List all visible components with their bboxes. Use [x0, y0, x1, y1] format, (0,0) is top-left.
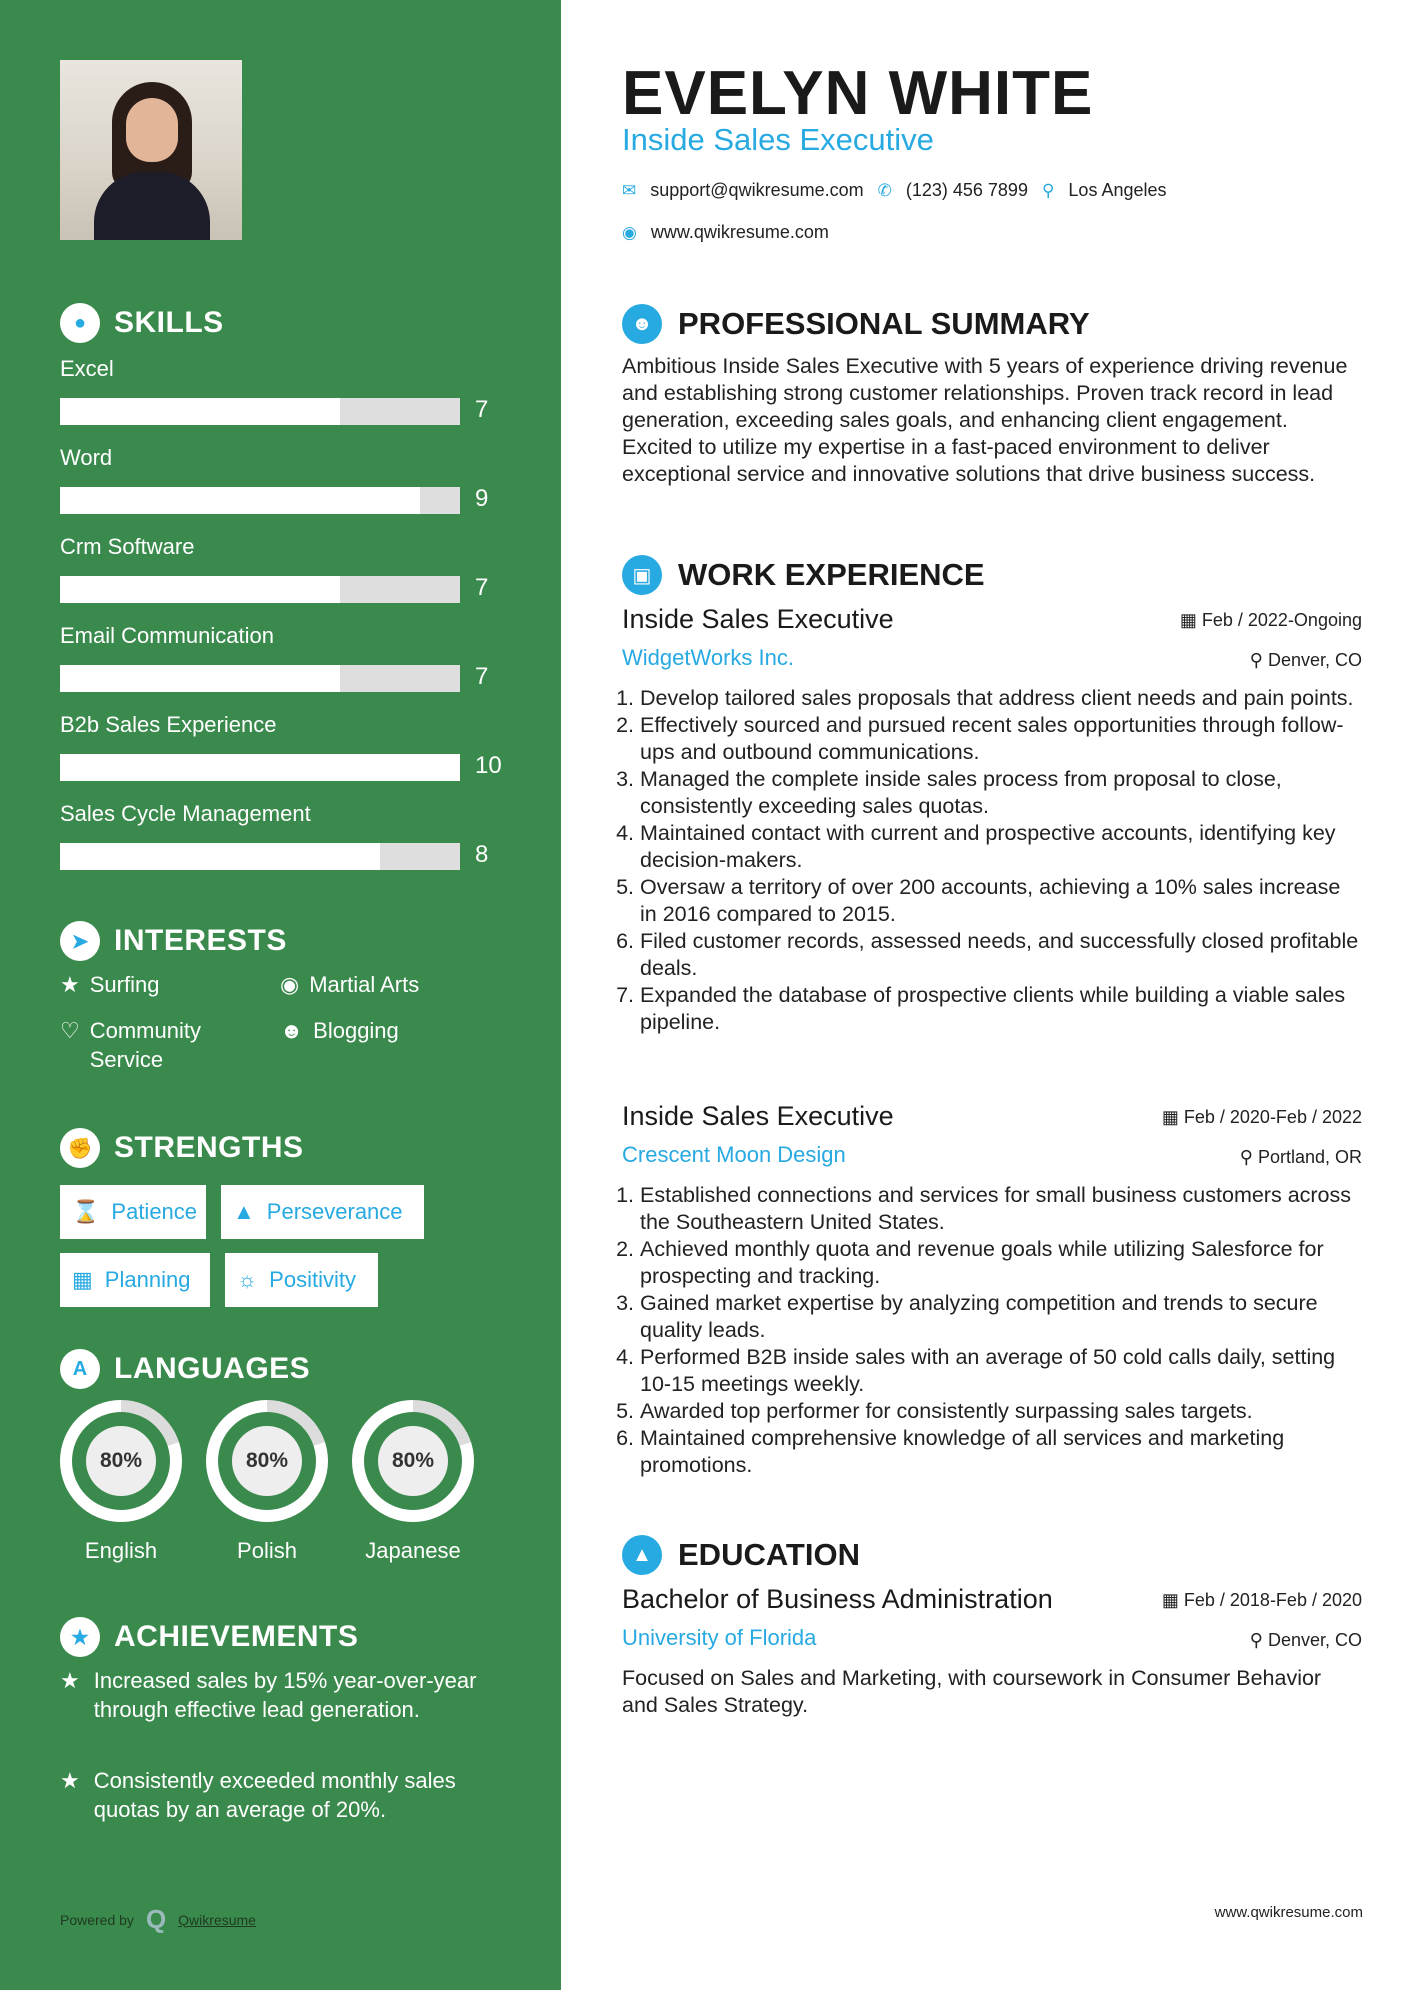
star-icon: ★ — [60, 1768, 80, 1793]
contact-row — [622, 180, 1167, 201]
job-title: Inside Sales Executive — [622, 1101, 894, 1131]
website-row — [622, 222, 829, 243]
candidate-role: Inside Sales Executive — [622, 122, 934, 157]
skill-bar-fill — [60, 843, 380, 870]
skill-bar — [60, 576, 460, 603]
skill-item — [60, 801, 500, 868]
calendar-icon: ▦ — [1161, 1590, 1184, 1610]
job-bullet: 3. Managed the complete inside sales process from proposal to close, consistently exceeding sales quotas. — [640, 766, 1362, 820]
language-item — [352, 1400, 474, 1564]
summary-heading: ☻ PROFESSIONAL SUMMARY — [622, 304, 1090, 344]
language-percent: 80% — [86, 1426, 156, 1496]
job-bullet: 2. Achieved monthly quota and revenue goals while utilizing Salesforce for prospecting and tracking. — [640, 1236, 1362, 1290]
envelope-icon: ✉ — [622, 180, 637, 200]
company-name: Crescent Moon Design — [622, 1142, 846, 1167]
education-description: Focused on Sales and Marketing, with coursework in Consumer Behavior and Sales Strategy. — [622, 1666, 1322, 1717]
job-bullets — [622, 685, 1362, 1036]
languages-heading: A LANGUAGES — [60, 1349, 310, 1389]
map-pin-icon: ⚲ — [1041, 180, 1055, 200]
job-bullet: 6. Filed customer records, assessed needs, and successfully closed profitable deals. — [640, 928, 1362, 982]
paper-plane-icon: ➤ — [60, 921, 100, 961]
job-bullet: 2. Effectively sourced and pursued recent sales opportunities through follow-ups and outbound communications. — [640, 712, 1362, 766]
location: Los Angeles — [1068, 180, 1167, 200]
skill-label: Excel — [60, 356, 114, 381]
strength-tag: ▲ Perseverance — [221, 1185, 424, 1239]
skill-value: 7 — [475, 396, 489, 423]
skill-label: Crm Software — [60, 534, 195, 559]
job-bullet: 5. Awarded top performer for consistently surpassing sales targets. — [640, 1398, 1362, 1425]
profile-photo — [60, 60, 242, 240]
skill-bar-fill — [60, 665, 340, 692]
footer-website[interactable]: www.qwikresume.com — [1214, 1904, 1363, 1921]
interest-item: ☻ Blogging — [280, 1018, 399, 1043]
calendar-icon: ▦ — [1179, 610, 1202, 630]
skill-bar-fill — [60, 576, 340, 603]
skill-item — [60, 534, 500, 601]
language-percent: 80% — [378, 1426, 448, 1496]
achievement-item: ★ Increased sales by 15% year-over-year through effective lead generation. — [60, 1668, 477, 1722]
skill-value: 9 — [475, 485, 489, 512]
language-item — [206, 1400, 328, 1564]
job-bullet: 4. Maintained contact with current and prospective accounts, identifying key decision-makers. — [640, 820, 1362, 874]
interests-heading: ➤ INTERESTS — [60, 921, 287, 961]
skill-item — [60, 623, 500, 690]
job-entry — [622, 604, 1362, 1036]
language-name: Polish — [237, 1538, 297, 1563]
language-name: Japanese — [365, 1538, 461, 1563]
achievements-heading: ★ ACHIEVEMENTS — [60, 1617, 358, 1657]
skill-label: Sales Cycle Management — [60, 801, 311, 826]
strength-tag: ☼ Positivity — [225, 1253, 378, 1307]
skill-value: 7 — [475, 574, 489, 601]
interest-item: ★ Surfing — [60, 972, 160, 997]
calendar-icon: ▦ — [1161, 1107, 1184, 1127]
skill-bar — [60, 754, 460, 781]
skill-bar-fill — [60, 487, 420, 514]
job-bullet: 3. Gained market expertise by analyzing competition and trends to secure quality leads. — [640, 1290, 1362, 1344]
language-item — [60, 1400, 182, 1564]
interest-item: ◉ Martial Arts — [280, 972, 420, 997]
education-heading: ▲ EDUCATION — [622, 1535, 860, 1575]
phone-icon: ✆ — [877, 180, 892, 200]
job-bullet: 6. Maintained comprehensive knowledge of all services and marketing promotions. — [640, 1425, 1362, 1479]
language-ring — [352, 1400, 474, 1522]
heart-hand-icon: ♡ — [60, 1018, 80, 1043]
skill-bar-fill — [60, 754, 460, 781]
skill-item — [60, 712, 502, 779]
job-bullet: 4. Performed B2B inside sales with an average of 50 cold calls daily, setting 10-15 meetings weekly. — [640, 1344, 1362, 1398]
job-bullet: 7. Expanded the database of prospective clients while building a viable sales pipeline. — [640, 982, 1362, 1036]
skill-bar-fill — [60, 398, 340, 425]
pin-icon: ⚲ — [1239, 1147, 1258, 1167]
strength-tag: ▦ Planning — [60, 1253, 210, 1307]
experience-heading: ▣ WORK EXPERIENCE — [622, 555, 985, 595]
phone: (123) 456 7899 — [905, 180, 1028, 200]
skill-item — [60, 445, 500, 512]
job-location: Portland, OR — [1257, 1147, 1362, 1167]
star-icon: ★ — [60, 972, 80, 997]
strengths-heading: ✊ STRENGTHS — [60, 1128, 304, 1168]
skill-bar — [60, 398, 460, 425]
achievement-item: ★ Consistently exceeded monthly sales quotas by an average of 20%. — [60, 1768, 456, 1822]
interest-item: ♡ Community Service — [60, 1018, 201, 1072]
skills-heading: ● SKILLS — [60, 303, 224, 343]
language-ring — [60, 1400, 182, 1522]
lightbulb-icon: ● — [60, 303, 100, 343]
job-entry — [622, 1101, 1362, 1479]
globe-icon: ◉ — [280, 972, 300, 997]
skill-bar — [60, 843, 460, 870]
job-date: Feb / 2020-Feb / 2022 — [1183, 1107, 1362, 1127]
summary-text: Ambitious Inside Sales Executive with 5 years of experience driving revenue and establishing strong customer relationships. Proven track record in lead generation, exceeding sales goals, and enhancing client engagement. Excited to utilize my expertise in a fast-paced environment to deliver exceptional service and innovative solutions that drive business success. — [622, 354, 1348, 486]
qwikresume-logo-icon: Q — [145, 1904, 167, 1934]
job-bullets — [622, 1182, 1362, 1479]
star-icon: ★ — [60, 1668, 80, 1693]
skill-label: Email Communication — [60, 623, 274, 648]
skill-value: 10 — [475, 752, 502, 779]
job-date: Feb / 2022-Ongoing — [1201, 610, 1362, 630]
company-name: WidgetWorks Inc. — [622, 645, 794, 670]
skill-bar — [60, 487, 460, 514]
skill-label: Word — [60, 445, 113, 470]
education-entry: Bachelor of Business Administration ▦ Feb / 2018-Feb / 2020 University of Florida ⚲ Denver, CO Focused on Sales and Marketing, with coursework in Consumer Behavior and Sales Strategy. — [622, 1584, 1362, 1717]
calendar-icon: ▦ — [72, 1267, 93, 1292]
job-title: Inside Sales Executive — [622, 604, 894, 634]
website[interactable]: www.qwikresume.com — [650, 222, 829, 242]
skill-item — [60, 356, 500, 423]
user-icon: ☻ — [622, 304, 662, 344]
job-location: Denver, CO — [1267, 650, 1362, 670]
job-bullet: 1. Develop tailored sales proposals that address client needs and pain points. — [640, 685, 1362, 712]
pin-icon: ⚲ — [1249, 650, 1268, 670]
star-badge-icon: ★ — [60, 1617, 100, 1657]
language-percent: 80% — [232, 1426, 302, 1496]
graduation-icon: ▲ — [622, 1535, 662, 1575]
powered-by: Powered by Q Qwikresume — [60, 1904, 256, 1934]
qwikresume-link[interactable]: Qwikresume — [178, 1911, 256, 1928]
skill-value: 8 — [475, 841, 489, 868]
job-bullet: 1. Established connections and services for small business customers across the Southeastern United States. — [640, 1182, 1362, 1236]
globe-icon: ◉ — [622, 222, 637, 242]
pin-icon: ⚲ — [1249, 1630, 1268, 1650]
skill-bar — [60, 665, 460, 692]
skill-value: 7 — [475, 663, 489, 690]
job-bullet: 5. Oversaw a territory of over 200 accounts, achieving a 10% sales increase in 2016 compared to 2015. — [640, 874, 1362, 928]
candidate-name: EVELYN WHITE — [622, 59, 1094, 128]
sun-icon: ☼ — [237, 1267, 258, 1292]
skill-label: B2b Sales Experience — [60, 712, 277, 737]
hourglass-icon: ⌛ — [72, 1199, 100, 1224]
language-name: English — [84, 1538, 158, 1563]
fist-icon: ✊ — [60, 1128, 100, 1168]
road-icon: ▲ — [233, 1199, 255, 1224]
translate-icon: A — [60, 1349, 100, 1389]
language-ring — [206, 1400, 328, 1522]
strength-tag: ⌛ Patience — [60, 1185, 206, 1239]
users-icon: ☻ — [280, 1018, 304, 1043]
sidebar — [0, 0, 561, 1990]
email[interactable]: support@qwikresume.com — [650, 180, 864, 200]
briefcase-icon: ▣ — [622, 555, 662, 595]
